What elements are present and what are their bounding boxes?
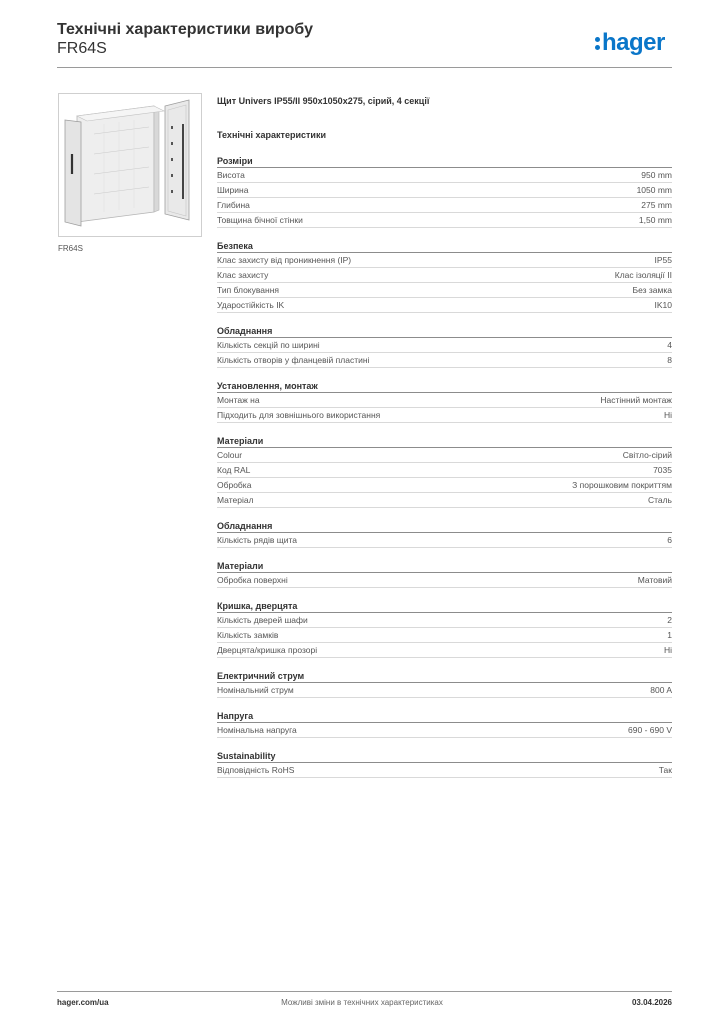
section-title: Установлення, монтаж bbox=[217, 380, 672, 393]
section-title: Електричний струм bbox=[217, 670, 672, 683]
spec-label: Монтаж на bbox=[217, 395, 260, 405]
spec-value: Так bbox=[658, 765, 672, 775]
spec-section bbox=[217, 750, 672, 778]
spec-row bbox=[217, 493, 672, 508]
spec-section bbox=[217, 520, 672, 548]
section-title: Напруга bbox=[217, 710, 672, 723]
section-title: Sustainability bbox=[217, 750, 672, 763]
spec-label: Матеріал bbox=[217, 495, 254, 505]
section-title: Матеріали bbox=[217, 435, 672, 448]
page-title: Технічні характеристики виробу bbox=[57, 21, 313, 38]
spec-section bbox=[217, 560, 672, 588]
spec-row bbox=[217, 463, 672, 478]
spec-label: Кількість рядів щита bbox=[217, 535, 297, 545]
spec-label: Товщина бічної стінки bbox=[217, 215, 303, 225]
spec-value: Сталь bbox=[647, 495, 672, 505]
spec-row bbox=[217, 198, 672, 213]
spec-value: Світло-сірий bbox=[622, 450, 672, 460]
spec-value: 275 mm bbox=[641, 200, 672, 210]
spec-value: 1050 mm bbox=[636, 185, 672, 195]
spec-value: IK10 bbox=[654, 300, 672, 310]
spec-value: 6 bbox=[667, 535, 672, 545]
section-title: Розміри bbox=[217, 155, 672, 168]
specifications-heading: Технічні характеристики bbox=[217, 130, 326, 140]
spec-value: IP55 bbox=[654, 255, 672, 265]
spec-row bbox=[217, 573, 672, 588]
spec-value: Ні bbox=[663, 410, 672, 420]
spec-row bbox=[217, 448, 672, 463]
spec-label: Кількість замків bbox=[217, 630, 279, 640]
spec-row bbox=[217, 298, 672, 313]
spec-row bbox=[217, 683, 672, 698]
spec-section bbox=[217, 155, 672, 228]
spec-label: Відповідність RoHS bbox=[217, 765, 295, 775]
spec-row bbox=[217, 478, 672, 493]
footer-website: hager.com/ua bbox=[57, 998, 109, 1007]
spec-section bbox=[217, 600, 672, 658]
spec-row bbox=[217, 353, 672, 368]
spec-label: Номінальний струм bbox=[217, 685, 294, 695]
spec-row bbox=[217, 393, 672, 408]
spec-value: 2 bbox=[667, 615, 672, 625]
spec-value: 8 bbox=[667, 355, 672, 365]
product-description: Щит Univers IP55/II 950x1050x275, сірий, 4 секції bbox=[217, 96, 430, 106]
specifications-table bbox=[217, 155, 672, 790]
spec-section bbox=[217, 380, 672, 423]
spec-section bbox=[217, 670, 672, 698]
spec-row bbox=[217, 213, 672, 228]
spec-value: Матовий bbox=[637, 575, 672, 585]
spec-section bbox=[217, 710, 672, 738]
spec-section bbox=[217, 240, 672, 313]
enclosure-product-image bbox=[58, 93, 202, 237]
hager-logo bbox=[594, 29, 665, 57]
spec-row bbox=[217, 533, 672, 548]
spec-label: Клас захисту від проникнення (IP) bbox=[217, 255, 352, 265]
spec-label: Кількість отворів у фланцевій пластині bbox=[217, 355, 370, 365]
logo-wordmark: hager bbox=[602, 29, 665, 56]
spec-value: З порошковим покриттям bbox=[572, 480, 672, 490]
spec-label: Кількість секцій по ширині bbox=[217, 340, 320, 350]
spec-row bbox=[217, 253, 672, 268]
section-title: Безпека bbox=[217, 240, 672, 253]
spec-value: 950 mm bbox=[641, 170, 672, 180]
spec-row bbox=[217, 613, 672, 628]
spec-row bbox=[217, 408, 672, 423]
spec-label: Тип блокування bbox=[217, 285, 280, 295]
spec-label: Номінальна напруга bbox=[217, 725, 297, 735]
spec-section bbox=[217, 435, 672, 508]
header-divider bbox=[57, 67, 672, 68]
spec-label: Ширина bbox=[217, 185, 249, 195]
footer-date: 03.04.2026 bbox=[631, 998, 672, 1007]
spec-value: 1,50 mm bbox=[638, 215, 672, 225]
section-title: Кришка, дверцята bbox=[217, 600, 672, 613]
spec-row bbox=[217, 643, 672, 658]
image-caption: FR64S bbox=[58, 244, 83, 253]
section-title: Матеріали bbox=[217, 560, 672, 573]
spec-label: Обробка поверхні bbox=[217, 575, 288, 585]
spec-value: 1 bbox=[667, 630, 672, 640]
spec-row bbox=[217, 183, 672, 198]
spec-label: Глибина bbox=[217, 200, 250, 210]
spec-label: Ударостійкість IK bbox=[217, 300, 285, 310]
spec-row bbox=[217, 268, 672, 283]
section-title: Обладнання bbox=[217, 520, 672, 533]
spec-value: 4 bbox=[667, 340, 672, 350]
spec-row bbox=[217, 168, 672, 183]
spec-value: Настінний монтаж bbox=[600, 395, 672, 405]
spec-row bbox=[217, 763, 672, 778]
footer-note: Можливі зміни в технічних характеристиках bbox=[281, 998, 443, 1007]
spec-label: Підходить для зовнішнього використання bbox=[217, 410, 381, 420]
spec-value: Без замка bbox=[632, 285, 672, 295]
spec-value: 7035 bbox=[653, 465, 672, 475]
spec-label: Colour bbox=[217, 450, 243, 460]
spec-label: Дверцята/кришка прозорі bbox=[217, 645, 318, 655]
spec-section bbox=[217, 325, 672, 368]
spec-label: Обробка bbox=[217, 480, 252, 490]
spec-label: Код RAL bbox=[217, 465, 251, 475]
footer-divider bbox=[57, 991, 672, 992]
spec-row bbox=[217, 283, 672, 298]
logo-dots-icon bbox=[594, 34, 601, 52]
spec-label: Кількість дверей шафи bbox=[217, 615, 308, 625]
spec-label: Висота bbox=[217, 170, 245, 180]
section-title: Обладнання bbox=[217, 325, 672, 338]
spec-label: Клас захисту bbox=[217, 270, 269, 280]
spec-row bbox=[217, 723, 672, 738]
spec-value: 800 A bbox=[650, 685, 672, 695]
spec-value: Ні bbox=[663, 645, 672, 655]
spec-row bbox=[217, 338, 672, 353]
spec-row bbox=[217, 628, 672, 643]
spec-value: 690 - 690 V bbox=[628, 725, 672, 735]
product-code: FR64S bbox=[57, 40, 107, 57]
spec-value: Клас ізоляції II bbox=[614, 270, 672, 280]
